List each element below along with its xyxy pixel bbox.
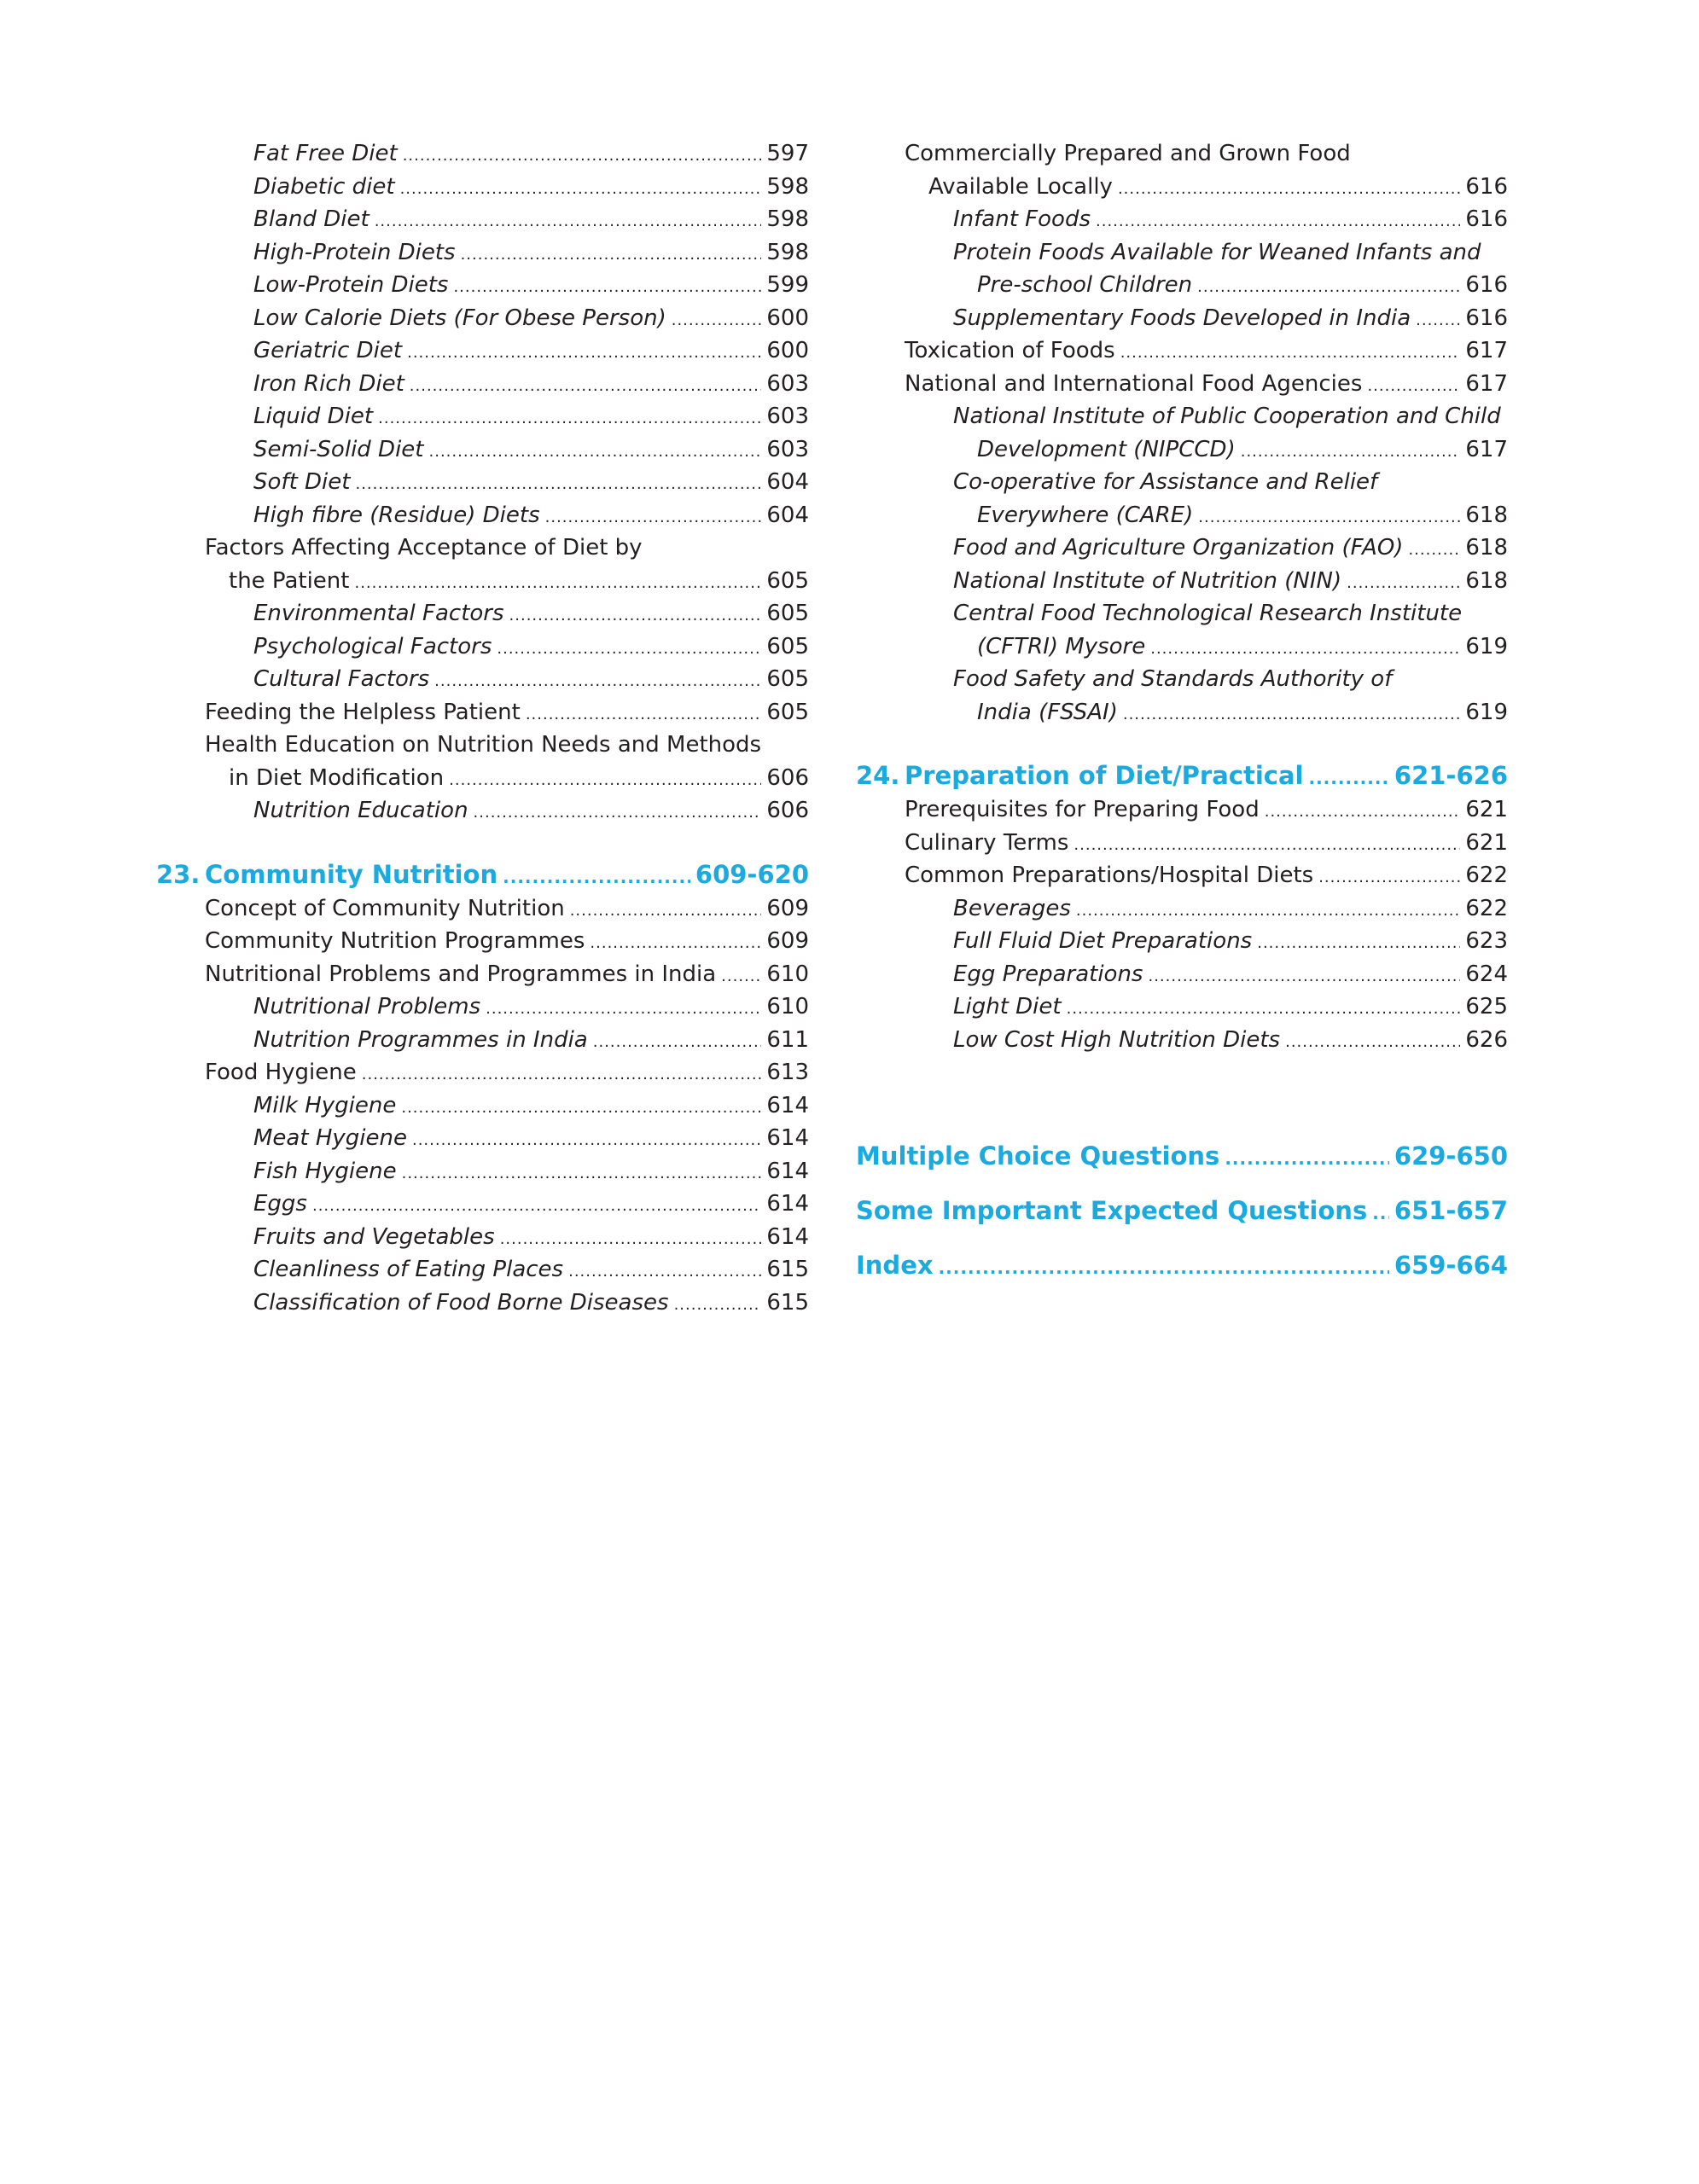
toc-entry[interactable] [856,827,1508,860]
toc-entry[interactable] [856,990,1508,1024]
dot-leader [1416,305,1460,338]
toc-right-column [856,137,1508,1283]
toc-entry[interactable] [156,597,809,630]
toc-entry-page: 623 [1465,928,1508,954]
toc-entry [156,729,809,762]
toc-entry[interactable] [156,794,809,828]
toc-entry-page: 599 [766,272,809,298]
toc-entry-page: 625 [1465,994,1508,1019]
toc-entry-page: 615 [766,1289,809,1316]
toc-entry[interactable] [156,1155,809,1188]
toc-entry[interactable] [156,171,809,204]
toc-entry-page: 611 [766,1026,809,1053]
toc-entry[interactable] [156,499,809,532]
toc-entry[interactable] [156,302,809,335]
toc-entry[interactable] [156,1056,809,1089]
toc-entry-title: Feeding the Helpless Patient [205,699,521,725]
dot-leader [1197,271,1460,305]
dot-leader [375,206,762,239]
toc-entry-page: 619 [1465,633,1508,659]
dot-leader [1408,534,1460,567]
dot-leader [1347,567,1460,601]
dot-leader [672,305,762,338]
toc-entry-title: Fat Free Diet [253,141,398,166]
toc-entry-title: in Diet Modification [229,764,445,791]
toc-entry[interactable] [856,433,1508,467]
dot-leader [486,993,761,1026]
toc-entry [856,466,1508,499]
dot-leader [410,370,762,404]
toc-entry-page: 600 [766,305,809,331]
toc-entry-title: National Institute of Public Cooperation and Child [953,404,1501,429]
dot-leader [497,633,761,666]
dot-leader [1067,993,1461,1026]
toc-entry-page: 604 [766,469,809,495]
toc-entry[interactable] [856,203,1508,236]
dot-leader [1123,699,1461,732]
toc-entry-title: Egg Preparations [953,961,1143,987]
dot-leader [570,895,762,928]
toc-entry-title: Common Preparations/Hospital Diets [905,863,1314,888]
dot-leader [1074,829,1460,863]
toc-entry-page: 618 [1465,502,1508,528]
toc-entry-page: 603 [766,404,809,429]
dot-leader [526,699,762,732]
toc-entry-page: 619 [1465,699,1508,725]
dot-leader [449,764,761,798]
toc-entry[interactable] [856,630,1508,664]
toc-entry-title: Beverages [953,895,1071,921]
dot-leader [400,173,762,206]
dot-leader [500,1223,762,1257]
toc-entry[interactable] [156,1089,809,1123]
toc-entry-page: 603 [766,436,809,462]
toc-entry[interactable] [156,466,809,499]
dot-leader [1118,173,1460,206]
toc-entry-page: 605 [766,567,809,594]
toc-entry[interactable] [156,565,809,598]
toc-entry[interactable] [856,334,1508,368]
toc-entry-page: 605 [766,601,809,626]
toc-entry-title: Iron Rich Diet [253,370,404,397]
toc-entry[interactable] [156,269,809,302]
dot-leader [1241,436,1461,469]
toc-entry-title: Nutrition Education [253,798,468,823]
toc-entry-title: Light Diet [953,994,1062,1019]
toc-entry-title: Everywhere (CARE) [977,502,1194,528]
toc-entry[interactable] [156,663,809,696]
toc-entry-title: Meat Hygiene [253,1125,407,1151]
toc-right-entries-before [856,137,1508,729]
toc-entry-page: 622 [1465,895,1508,921]
toc-entry-title: Full Fluid Diet Preparations [953,928,1253,954]
toc-entry-title: Low Cost High Nutrition Diets [953,1026,1281,1053]
toc-entry-title: Fruits and Vegetables [253,1223,495,1250]
toc-entry-page: 600 [766,338,809,363]
dot-leader [503,859,690,895]
dot-leader [403,140,762,173]
toc-entry-page: 621 [1465,829,1508,856]
toc-entry[interactable] [156,925,809,958]
toc-entry[interactable] [156,236,809,270]
toc-entry-page: 598 [766,173,809,200]
dot-leader [312,1190,761,1223]
toc-entry-title: Low Calorie Diets (For Obese Person) [253,305,666,331]
dot-leader [434,665,761,699]
toc-entry-title: Nutritional Problems [253,994,481,1019]
toc-entry[interactable] [156,990,809,1024]
toc-chapter-23-entries [156,892,809,1320]
dot-leader [1257,927,1460,961]
toc-entry-title: Food and Agriculture Organization (FAO) [953,535,1404,561]
toc-entry-title: High fibre (Residue) Diets [253,502,540,528]
toc-entry-page: 614 [766,1125,809,1151]
toc-entry-page: 614 [766,1223,809,1250]
toc-entry [856,236,1508,270]
toc-entry-title: Toxication of Foods [905,338,1115,363]
toc-entry-title: National Institute of Nutrition (NIN) [953,567,1342,594]
dot-leader [453,271,761,305]
dot-leader [474,797,762,830]
toc-entry-title: Low-Protein Diets [253,272,449,298]
toc-entry[interactable] [156,630,809,664]
dot-leader [721,961,761,994]
toc-entry[interactable] [156,1188,809,1221]
back-matter-expected-questions[interactable] [856,1193,1508,1228]
toc-entry-title: Geriatric Diet [253,338,403,363]
toc-entry[interactable] [856,925,1508,958]
toc-entry-page: 597 [766,141,809,166]
toc-entry-page: 617 [1465,370,1508,397]
dot-leader [429,436,762,469]
dot-leader [1367,370,1460,404]
back-matter-pages: 629-650 [1394,1141,1508,1170]
dot-leader [1372,1195,1389,1231]
toc-entry[interactable] [156,433,809,467]
toc-entry[interactable] [856,958,1508,991]
back-matter-pages: 659-664 [1394,1251,1508,1280]
toc-entry-title: Protein Foods Available for Weaned Infants and [953,239,1481,265]
toc-entry-title: Infant Foods [953,206,1091,232]
toc-entry-page: 609 [766,928,809,954]
toc-entry-page: 616 [1465,305,1508,331]
back-matter-title: Index [856,1251,934,1280]
toc-entry-title: Eggs [253,1191,307,1217]
toc-entry-title: Culinary Terms [905,829,1069,856]
toc-entry[interactable] [856,531,1508,565]
toc-entry-title: Food Hygiene [205,1060,357,1085]
toc-entry[interactable] [856,859,1508,892]
toc-entry-page: 617 [1465,338,1508,363]
toc-entry-title: Prerequisites for Preparing Food [905,797,1260,822]
back-matter-pages: 651-657 [1394,1196,1508,1225]
dot-leader [1150,633,1460,666]
toc-entry-title: Psychological Factors [253,633,492,659]
chapter-title: Preparation of Diet/Practical [905,761,1304,790]
toc-entry-page: 622 [1465,863,1508,888]
chapter-pages: 621-626 [1394,761,1508,790]
toc-entry-title: National and International Food Agencies [905,370,1363,397]
toc-entry-title: Commercially Prepared and Grown Food [905,141,1351,166]
toc-chapter-24-entries [856,793,1508,1056]
dot-leader [593,1026,762,1060]
toc-entry[interactable] [156,1287,809,1320]
toc-entry-page: 609 [766,895,809,921]
toc-entry-page: 610 [766,961,809,987]
toc-entry-page: 617 [1465,436,1508,462]
dot-leader [461,239,762,272]
toc-entry-page: 615 [766,1257,809,1282]
toc-entry [856,663,1508,696]
dot-leader [1308,760,1388,796]
toc-entry-title: India (FSSAI) [977,699,1118,725]
dot-leader [1285,1026,1460,1060]
dot-leader [354,567,761,601]
toc-left-entries-before [156,137,809,828]
toc-entry-page: 626 [1465,1026,1508,1053]
toc-entry-title: Fish Hygiene [253,1158,397,1184]
dot-leader [1265,796,1461,829]
dot-leader [939,1250,1389,1286]
toc-entry[interactable] [156,1221,809,1254]
dot-leader [674,1289,762,1322]
toc-entry-title: Food Safety and Standards Authority of [953,666,1393,692]
dot-leader [509,600,762,633]
dot-leader [355,468,761,502]
toc-entry-page: 621 [1465,797,1508,822]
chapter-pages: 609-620 [695,859,809,889]
toc-entry-page: 613 [766,1060,809,1085]
toc-entry[interactable] [156,958,809,991]
toc-entry[interactable] [856,565,1508,598]
toc-entry-page: 616 [1465,272,1508,298]
toc-entry[interactable] [856,892,1508,926]
toc-entry-page: 618 [1465,567,1508,594]
toc-entry-title: Pre-school Children [977,272,1193,298]
toc-entry-title: Soft Diet [253,469,351,495]
toc-entry[interactable] [156,1122,809,1155]
toc-entry[interactable] [156,762,809,795]
toc-entry-title: Nutritional Problems and Programmes in India [205,961,717,987]
toc-entry-page: 605 [766,633,809,659]
toc-entry-page: 614 [766,1092,809,1118]
toc-entry[interactable] [156,400,809,433]
chapter-23-heading[interactable] [156,857,809,892]
toc-entry-title: Environmental Factors [253,601,504,626]
toc-entry-page: 598 [766,239,809,265]
toc-entry-title: High-Protein Diets [253,239,456,265]
back-matter-title: Multiple Choice Questions [856,1141,1220,1170]
toc-entry-page: 606 [766,798,809,823]
toc-entry-page: 614 [766,1191,809,1217]
dot-leader [545,502,762,535]
chapter-24-heading[interactable] [856,758,1508,793]
toc-entry[interactable] [156,892,809,926]
toc-entry-page: 614 [766,1158,809,1184]
toc-entry [856,137,1508,171]
back-matter-title: Some Important Expected Questions [856,1196,1368,1225]
toc-entry[interactable] [856,368,1508,401]
toc-entry[interactable] [156,696,809,729]
toc-entry-page: 605 [766,666,809,692]
toc-entry-page: 604 [766,502,809,528]
toc-entry-page: 605 [766,699,809,725]
toc-entry[interactable] [856,696,1508,729]
dot-leader [362,1059,762,1092]
toc-entry-title: Milk Hygiene [253,1092,397,1118]
toc-entry-title: Semi-Solid Diet [253,436,424,462]
chapter-number: 24. [856,761,900,790]
dot-leader [1076,895,1460,928]
toc-entry-title: Available Locally [928,173,1113,200]
toc-entry-title: Liquid Diet [253,404,374,429]
toc-entry [156,531,809,565]
toc-entry-page: 610 [766,994,809,1019]
dot-leader [412,1124,761,1158]
toc-entry[interactable] [156,137,809,171]
toc-entry[interactable] [856,499,1508,532]
toc-entry-title: Factors Affecting Acceptance of Diet by [205,535,643,561]
toc-entry-title: Bland Diet [253,206,369,232]
toc-entry-title: Diabetic diet [253,173,395,200]
dot-leader [402,1158,762,1191]
toc-left-column [156,137,809,1319]
toc-entry-page: 598 [766,206,809,232]
toc-entry[interactable] [856,171,1508,204]
toc-entry-page: 616 [1465,173,1508,200]
toc-entry-title: Classification of Food Borne Diseases [253,1289,669,1316]
dot-leader [590,927,761,961]
toc-entry[interactable] [156,334,809,368]
dot-leader [407,337,761,370]
dot-leader [1096,206,1460,239]
toc-entry-title: Health Education on Nutrition Needs and Methods [205,732,762,758]
toc-entry[interactable] [156,1024,809,1057]
toc-entry-title: Cultural Factors [253,666,430,692]
toc-entry-title: Community Nutrition Programmes [205,928,585,954]
dot-leader [401,1092,761,1125]
toc-entry-title: Concept of Community Nutrition [205,895,565,921]
toc-entry[interactable] [156,368,809,401]
chapter-number: 23. [156,859,201,889]
dot-leader [568,1256,761,1289]
toc-entry-title: the Patient [229,567,350,594]
toc-entry[interactable] [156,1253,809,1287]
dot-leader [1225,1141,1389,1176]
toc-entry-title: Nutrition Programmes in India [253,1026,588,1053]
toc-entry[interactable] [856,302,1508,335]
dot-leader [1198,502,1460,535]
toc-entry[interactable] [856,1024,1508,1057]
toc-entry-page: 624 [1465,961,1508,987]
back-matter-index[interactable] [856,1247,1508,1283]
toc-entry-title: Cleanliness of Eating Places [253,1257,564,1282]
dot-leader [1148,961,1460,994]
toc-entry[interactable] [156,203,809,236]
toc-entry [856,597,1508,630]
toc-entry-page: 603 [766,370,809,397]
toc-entry[interactable] [856,269,1508,302]
dot-leader [1120,337,1461,370]
toc-entry[interactable] [856,793,1508,827]
chapter-title: Community Nutrition [205,859,498,889]
toc-entry-title: Development (NIPCCD) [977,436,1236,462]
dot-leader [378,403,761,436]
dot-leader [1318,862,1460,895]
toc-entry-page: 616 [1465,206,1508,232]
toc-entry [856,400,1508,433]
toc-entry-page: 606 [766,764,809,791]
toc-entry-title: Central Food Technological Research Institute [953,601,1463,626]
toc-entry-title: Supplementary Foods Developed in India [953,305,1411,331]
toc-entry-page: 618 [1465,535,1508,561]
back-matter-multiple-choice[interactable] [856,1138,1508,1174]
toc-entry-title: (CFTRI) Mysore [977,633,1146,659]
toc-entry-title: Co-operative for Assistance and Relief [953,469,1378,495]
